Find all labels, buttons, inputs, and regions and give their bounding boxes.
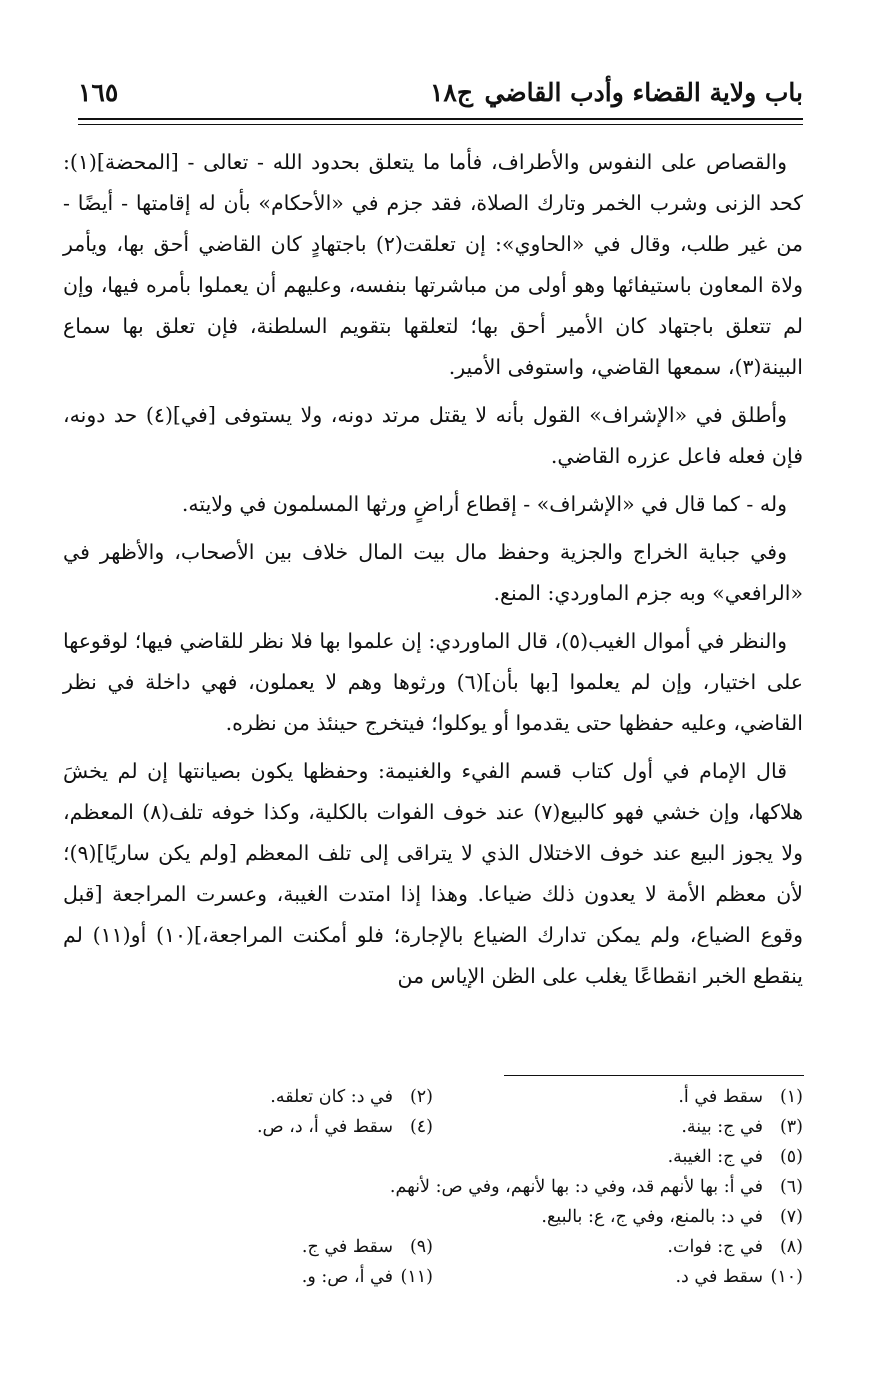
footnote-number: (١٠) xyxy=(770,1267,803,1287)
running-header xyxy=(78,78,803,114)
footnote-6 xyxy=(390,1172,803,1202)
volume-number: ج١٨ xyxy=(430,78,473,107)
footnote-row xyxy=(63,1232,803,1262)
footnote-text: سقط في د. xyxy=(675,1267,763,1287)
footnote-number: (٢) xyxy=(409,1087,433,1107)
paragraph-1: والقصاص على النفوس والأطراف، فأما ما يتعلق بحدود الله - تعالى - [المحضة](١): كحد الزنى وشرب الخمر وتارك الصلاة، فقد جزم في «الأحكام» بأن له إقامتها - أيضًا - من غير طلب، وقال في «الحاوي»: إن تعلقت(٢) باجتهادٍ كان القاضي أحق بها، ويأمر ولاة المعاون باستيفائها وهو أولى من مباشرتها بنفسه، وعليهم أن يعملوا بأمره فيها، وإن لم تتعلق باجتهاد كان الأمير أحق بها؛ لتعلقها بتقويم السلطنة، فإن تعلق بها سماع البينة(٣)، سمعها القاضي، واستوفى الأمير. xyxy=(63,150,804,379)
footnote-8 xyxy=(667,1232,803,1262)
footnote-row xyxy=(63,1172,803,1202)
header-rule-thin xyxy=(78,124,803,125)
footnotes xyxy=(63,1082,803,1292)
footnote-number: (٣) xyxy=(779,1117,803,1137)
paragraph-5: والنظر في أموال الغيب(٥)، قال الماوردي: إن علموا بها فلا نظر للقاضي فيها؛ لوقوعها على اختيار، وإن لم يعلموا [بها بأن](٦) ورثوها وهم لا يعملون، فهي داخلة في نظر القاضي، وعليه حفظها حتى يقدموا أو يوكلوا؛ فيتخرج حينئذ من نظره. xyxy=(63,629,803,735)
footnote-9 xyxy=(302,1232,433,1262)
footnote-1 xyxy=(678,1082,803,1112)
paragraph-6: قال الإمام في أول كتاب قسم الفيء والغنيمة: وحفظها يكون بصيانتها إن لم يخشَ هلاكها، وإن خشي فهو كالبيع(٧) عند خوف الفوات بالكلية، وكذا خوفه تلف(٨) المعظم، ولا يجوز البيع عند خوف الاختلال الذي لا يتراقى إلى تلف المعظم [ولم يكن ساريًا](٩)؛ لأن معظم الأمة لا يعدون ذلك ضياعا. وهذا إذا امتدت الغيبة، وعسرت المراجعة [قبل وقوع الضياع، ولم يمكن تدارك الضياع بالإجارة؛ فلو أمكنت المراجعة،](١٠) أو(١١) لم ينقطع الخبر انقطاعًا يغلب على الظن الإياس من xyxy=(63,759,804,988)
footnote-number: (٦) xyxy=(779,1177,803,1197)
chapter-title: باب ولاية القضاء وأدب القاضي xyxy=(484,78,803,107)
header-rule-thick xyxy=(78,118,803,120)
footnote-text: في د: بالمنع، وفي ج، ع: بالبيع. xyxy=(541,1207,763,1227)
page-number: ١٦٥ xyxy=(78,78,119,107)
footnote-text: سقط في أ. xyxy=(678,1087,763,1107)
paragraph-4: وفي جباية الخراج والجزية وحفظ مال بيت المال خلاف بين الأصحاب، والأظهر في «الرافعي» وبه جزم الماوردي: المنع. xyxy=(63,540,803,605)
paragraph-2: وأطلق في «الإشراف» القول بأنه لا يقتل مرتد دونه، ولا يستوفى [في](٤) حد دونه، فإن فعله فاعل عزره القاضي. xyxy=(63,403,803,468)
footnote-number: (٧) xyxy=(779,1207,803,1227)
footnote-row xyxy=(63,1262,803,1292)
footnote-row xyxy=(63,1082,803,1112)
footnote-text: في ج: الغيبة. xyxy=(667,1147,763,1167)
footnote-4 xyxy=(257,1112,433,1142)
footnote-5 xyxy=(668,1142,803,1172)
footnote-text: في ج: فوات. xyxy=(667,1237,763,1257)
footnote-text: سقط في ج. xyxy=(301,1237,393,1257)
footnote-text: سقط في أ، د، ص. xyxy=(256,1117,393,1137)
footnote-11 xyxy=(302,1262,433,1292)
footnote-number: (٤) xyxy=(409,1117,433,1137)
footnote-text: في ج: بينة. xyxy=(681,1117,763,1137)
main-text xyxy=(63,142,803,1004)
footnote-row xyxy=(63,1112,803,1142)
footnote-row xyxy=(63,1142,803,1172)
footnote-number: (١) xyxy=(779,1087,803,1107)
footnote-text: في أ: بها لأنهم قد، وفي د: بها لأنهم، وفي ص: لأنهم. xyxy=(389,1177,763,1197)
footnote-3 xyxy=(681,1112,803,1142)
footnote-number: (٨) xyxy=(779,1237,803,1257)
footnote-text: في أ، ص: و. xyxy=(301,1267,393,1287)
footnote-row xyxy=(63,1202,803,1232)
footnote-number: (٩) xyxy=(409,1237,433,1257)
footnote-number: (٥) xyxy=(779,1147,803,1167)
footnote-2 xyxy=(270,1082,433,1112)
footnote-number: (١١) xyxy=(400,1267,433,1287)
paragraph-3: وله - كما قال في «الإشراف» - إقطاع أراضٍ ورثها المسلمون في ولايته. xyxy=(181,492,787,516)
footnote-7 xyxy=(541,1202,803,1232)
footnote-separator xyxy=(504,1075,804,1076)
footnote-text: في د: كان تعلقه. xyxy=(270,1087,393,1107)
footnote-10 xyxy=(675,1262,803,1292)
